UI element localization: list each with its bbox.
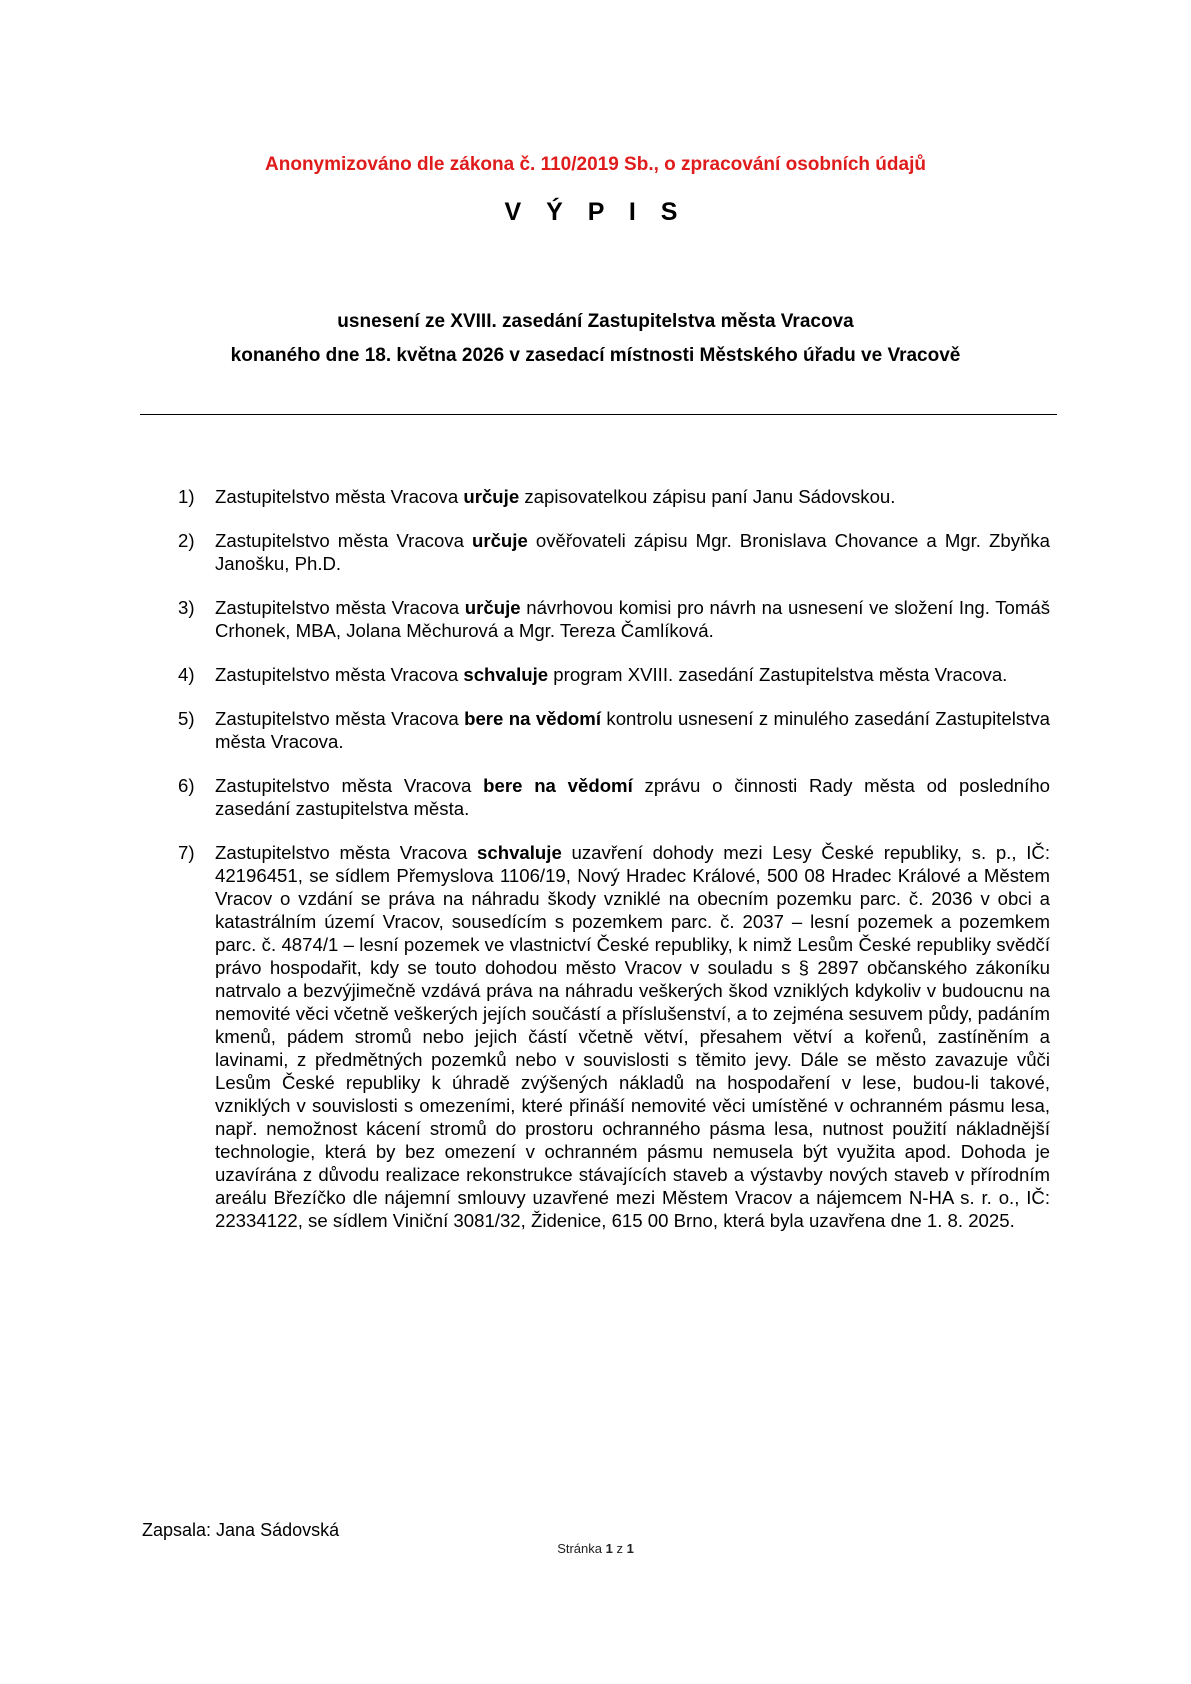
page-number-prefix: Stránka: [557, 1541, 606, 1556]
resolution-list: [178, 485, 1050, 1253]
page-number-total: 1: [626, 1541, 634, 1556]
resolution-number: 4): [178, 664, 195, 685]
resolution-text: [215, 529, 1050, 575]
resolution-number: 2): [178, 530, 195, 551]
resolution-item: [178, 529, 1050, 575]
document-subtitle-line1: usnesení ze XVIII. zasedání Zastupitelstva města Vracova: [337, 311, 854, 332]
resolution-verb: určuje: [463, 486, 520, 507]
resolution-text: [215, 485, 1050, 508]
resolution-verb: určuje: [472, 530, 528, 551]
resolution-text: [215, 707, 1050, 753]
resolution-verb: schvaluje: [477, 842, 562, 863]
resolution-verb: schvaluje: [463, 664, 549, 685]
resolution-verb: bere na vědomí: [483, 775, 633, 796]
resolution-subject: Zastupitelstvo města Vracova: [215, 708, 465, 729]
resolution-body: uzavření dohody mezi Lesy České republiky, s. p., IČ: 42196451, se sídlem Přemyslova 1106/19, Nový Hradec Králové, 500 08 Hradec Králové a Městem Vracov o vzdání se práva na náhradu škody vzniklé na obecním pozemku parc. č. 2036 v obci a katastrálním území Vracov, sousedícím s pozemkem parc. č. 2037 – lesní pozemek a pozemkem parc. č. 4874/1 – lesní pozemek ve vlastnictví České republiky, k nimž Lesům České republiky svědčí právo hospodařit, kdy se touto dohodou město Vracov v souladu s § 2897 občanského zákoníku natrvalo a bezvýjimečně vzdává práva na náhradu veškerých škod vzniklých kdykoliv v budoucnu na nemovité věci včetně veškerých jejích součástí a příslušenství, a to zejména sesuvem půdy, padáním kmenů, pádem stromů nebo jejich částí včetně větví, přesahem větví a kořenů, zastíněním a lavinami, z předmětných pozemků nebo v souvislosti s těmito jevy. Dále se město zavazuje vůči Lesům České republiky k úhradě zvýšených nákladů na hospodaření v lese, budou-li takové, vzniklých v souvislosti s omezeními, které přináší nemovité věci umístěné v ochranném pásmu lesa, např. nemožnost kácení stromů do prostoru ochranného pásma lesa, nutnost použití nákladnější technologie, která by bez omezení v ochranném pásmu nemusela být využita apod. Dohoda je uzavírána z důvodu realizace rekonstrukce stávajících staveb a výstavby nových staveb v přírodním areálu Březíčko dle nájemní smlouvy uzavřené mezi Městem Vracov a nájemcem N-HA s. r. o., IČ: 22334122, se sídlem Viniční 3081/32, Židenice, 615 00 Brno, která byla uzavřena dne 1. 8. 2025.: [215, 842, 1050, 1231]
resolution-body: zprávu o činnosti Rady města od posledního zasedání zastupitelstva města.: [215, 775, 1050, 819]
resolution-text: [215, 596, 1050, 642]
resolution-text: [215, 663, 1050, 686]
resolution-body: program XVIII. zasedání Zastupitelstva města Vracova.: [548, 664, 1008, 685]
resolution-verb: určuje: [464, 597, 521, 618]
resolution-item: [178, 707, 1050, 753]
resolution-item: [178, 774, 1050, 820]
resolution-number: 3): [178, 597, 195, 618]
resolution-number: 6): [178, 775, 195, 796]
resolution-verb: bere na vědomí: [464, 708, 601, 729]
resolution-body: kontrolu usnesení z minulého zasedání Zastupitelstva města Vracova.: [215, 708, 1050, 752]
resolution-subject: Zastupitelstvo města Vracova: [215, 530, 472, 551]
page-number: [0, 1541, 1191, 1556]
resolution-item: [178, 663, 1050, 686]
page-number-current: 1: [605, 1541, 613, 1556]
document-subtitle-line2: konaného dne 18. května 2026 v zasedací místnosti Městského úřadu ve Vracově: [230, 345, 961, 366]
document-title: V Ý P I S: [504, 198, 687, 226]
recorded-by: Zapsala: Jana Sádovská: [142, 1520, 340, 1540]
resolution-subject: Zastupitelstvo města Vracova: [215, 664, 464, 685]
page-number-separator: z: [612, 1541, 627, 1556]
resolution-body: ověřovateli zápisu Mgr. Bronislava Chovance a Mgr. Zbyňka Janošku, Ph.D.: [215, 530, 1050, 574]
resolution-text: [215, 774, 1050, 820]
resolution-item: [178, 596, 1050, 642]
resolution-item: [178, 485, 1050, 508]
resolution-body: zapisovatelkou zápisu paní Janu Sádovskou.: [519, 486, 896, 507]
resolution-number: 5): [178, 708, 195, 729]
header-divider: [140, 414, 1057, 415]
resolution-text: [215, 841, 1050, 1232]
resolution-subject: Zastupitelstvo města Vracova: [215, 486, 464, 507]
resolution-subject: Zastupitelstvo města Vracova: [215, 775, 484, 796]
resolution-subject: Zastupitelstvo města Vracova: [215, 842, 478, 863]
anonymization-note: Anonymizováno dle zákona č. 110/2019 Sb., o zpracování osobních údajů: [265, 154, 926, 175]
resolution-item: [178, 841, 1050, 1232]
resolution-number: 7): [178, 842, 195, 863]
resolution-body: návrhovou komisi pro návrh na usnesení ve složení Ing. Tomáš Crhonek, MBA, Jolana Měchurová a Mgr. Tereza Čamlíková.: [215, 597, 1050, 641]
resolution-subject: Zastupitelstvo města Vracova: [215, 597, 465, 618]
resolution-number: 1): [178, 486, 195, 507]
